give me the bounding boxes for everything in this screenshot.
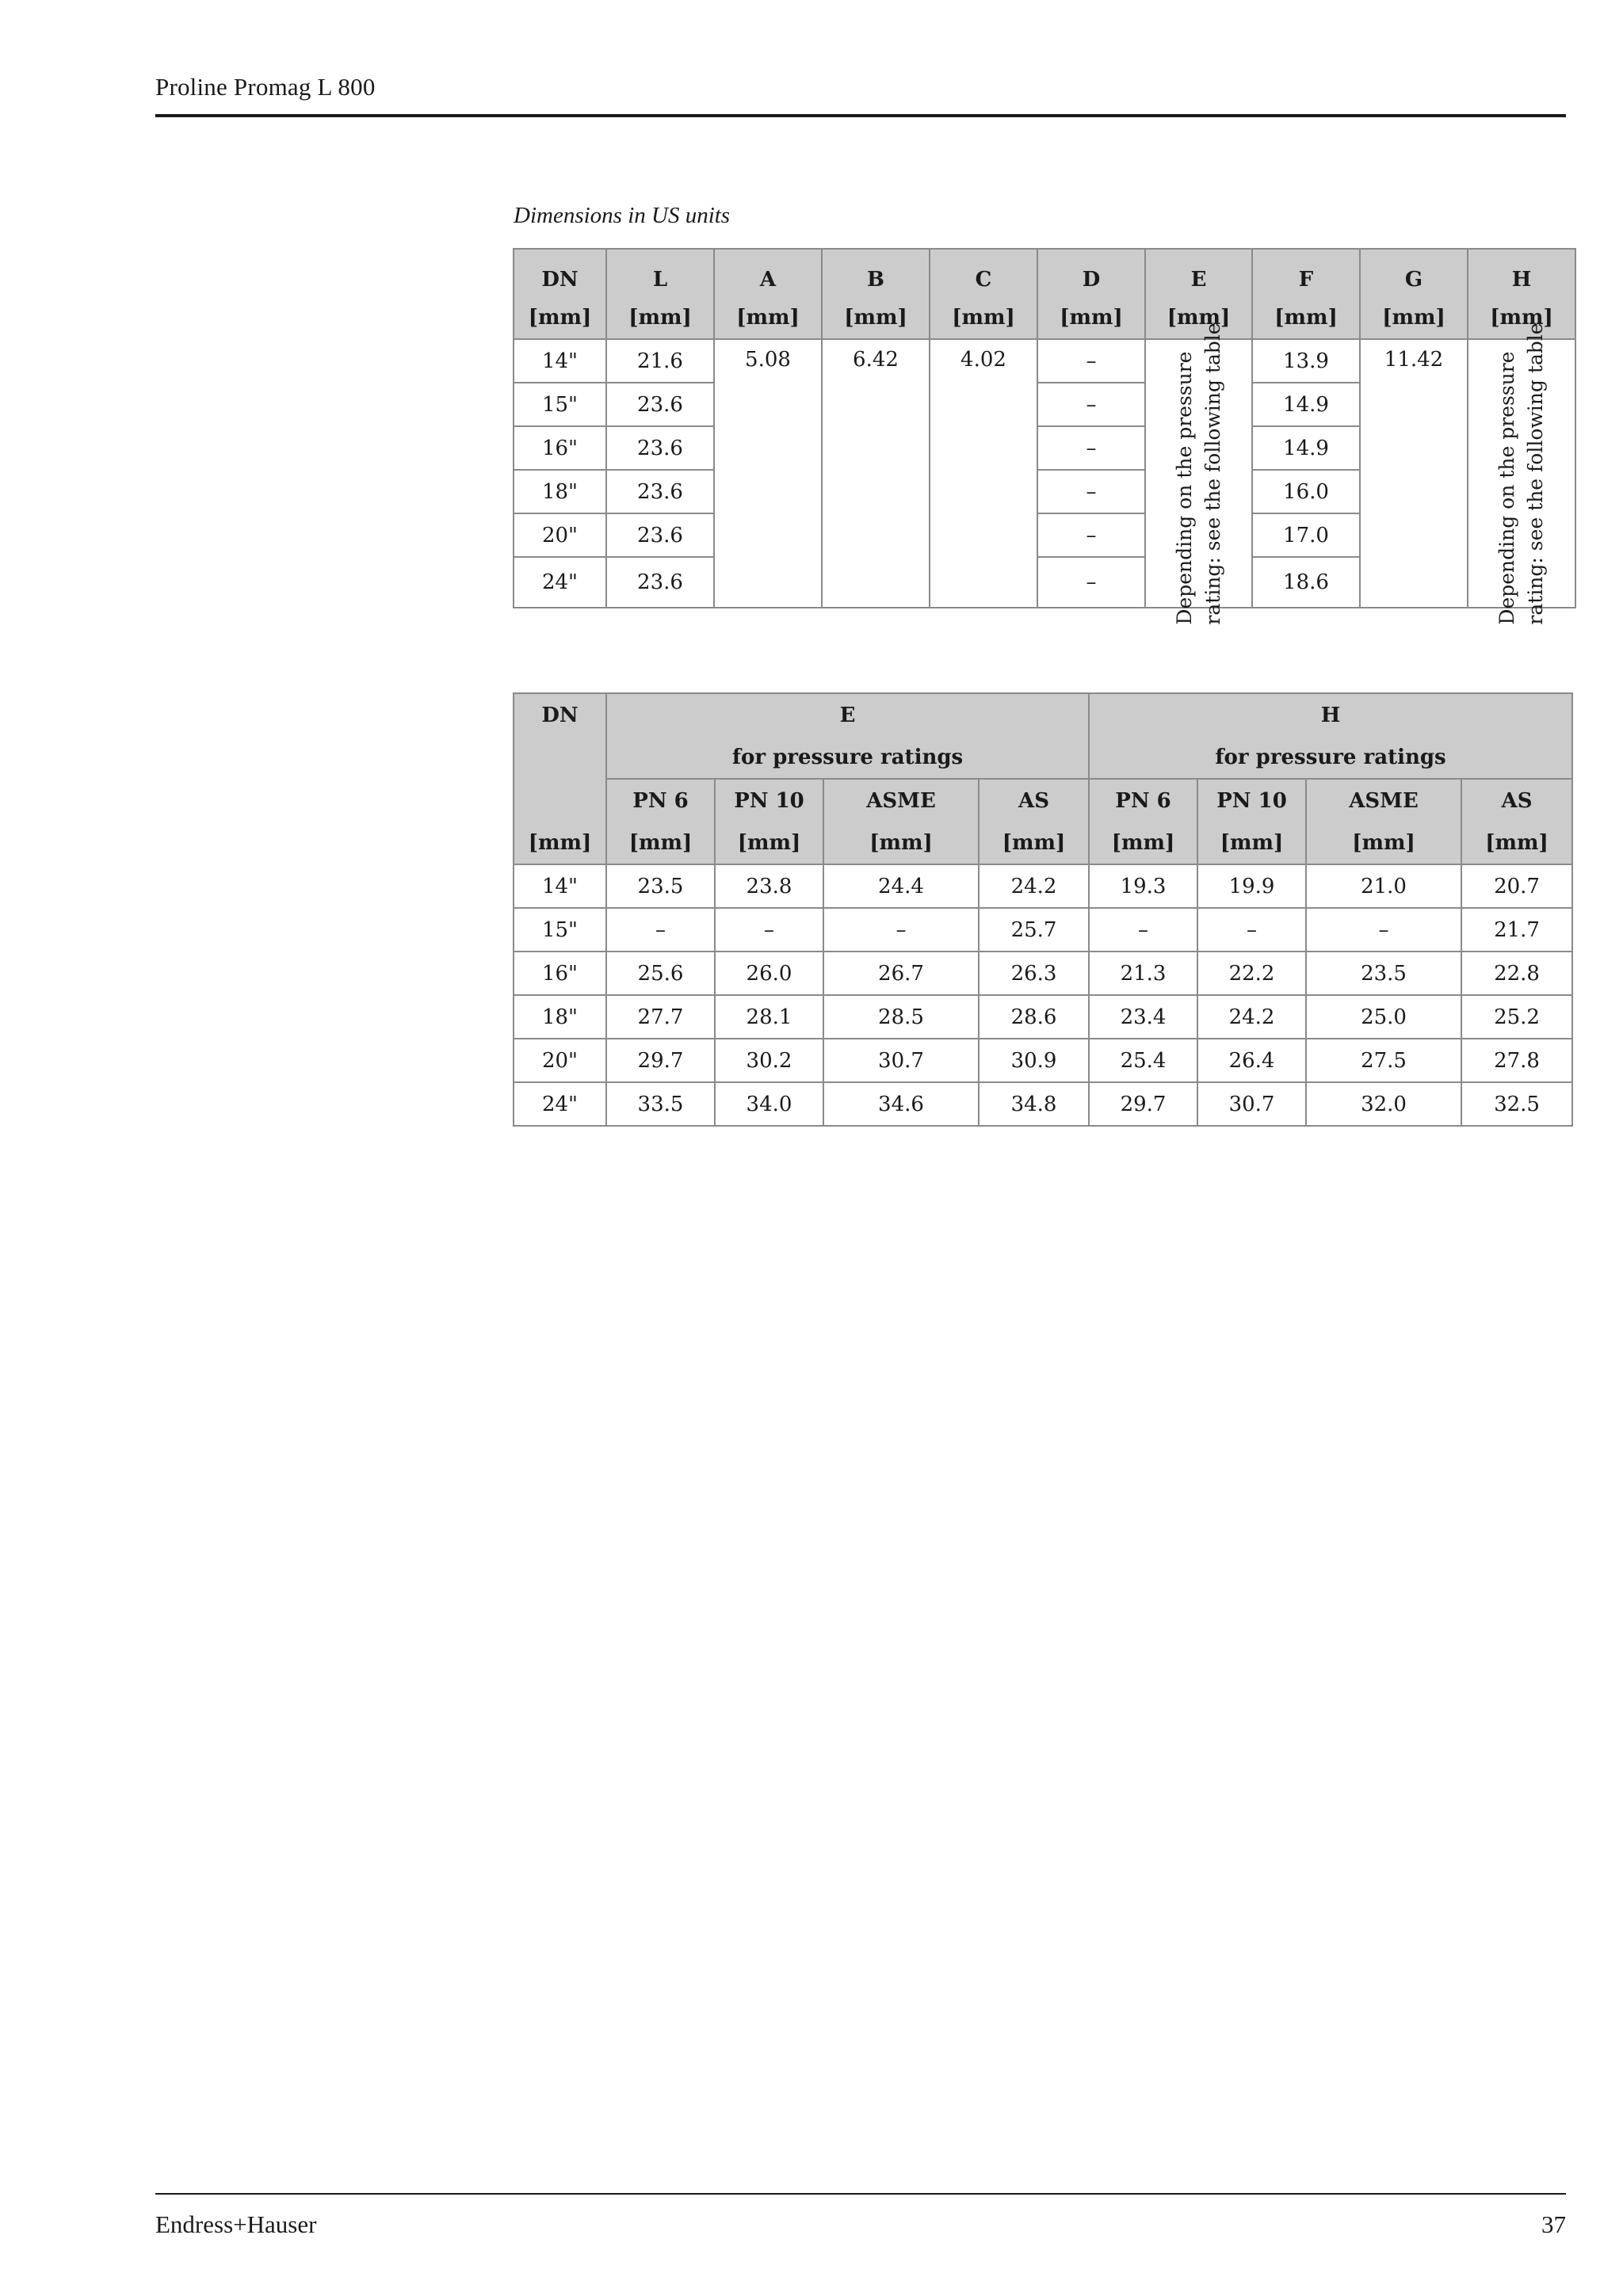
cell-l: 23.6	[606, 557, 714, 608]
dimensions-table	[513, 248, 1576, 625]
unit-l: [mm]	[606, 296, 714, 339]
ratings-label-e: for pressure ratings	[606, 736, 1089, 779]
pressure-ratings-table	[513, 692, 1573, 1127]
unit-cell: [mm]	[606, 822, 715, 864]
cell-dn: 15"	[514, 908, 606, 952]
table-row	[514, 995, 1572, 1039]
pressure-note-line1: Depending on the pressure	[1172, 351, 1196, 625]
cell-dn: 24"	[514, 1082, 606, 1126]
cell-value: 26.3	[979, 952, 1089, 995]
cell-value: 28.1	[715, 995, 823, 1039]
unit-c: [mm]	[930, 296, 1037, 339]
col-header-dn: DN	[514, 249, 606, 296]
cell-value: 25.0	[1306, 995, 1461, 1039]
cell-value: 23.5	[1306, 952, 1461, 995]
cell-d: –	[1037, 557, 1145, 608]
table-row	[514, 864, 1572, 908]
subheader-h-as: AS	[1461, 779, 1572, 822]
cell-value: 25.4	[1089, 1039, 1197, 1082]
unit-e: [mm]	[1145, 296, 1252, 339]
cell-dn: 20"	[514, 1039, 606, 1082]
cell-value: 26.7	[823, 952, 979, 995]
cell-value: 30.7	[1197, 1082, 1306, 1126]
cell-l: 23.6	[606, 383, 714, 426]
col-header-a: A	[714, 249, 822, 296]
unit-d: [mm]	[1037, 296, 1145, 339]
col-group-e: E	[606, 693, 1089, 736]
ratings-label-h: for pressure ratings	[1089, 736, 1572, 779]
cell-value: 27.8	[1461, 1039, 1572, 1082]
col-header-b: B	[822, 249, 930, 296]
subheader-e-pn6: PN 6	[606, 779, 715, 822]
pressure-note-line2: rating: see the following table	[1524, 322, 1547, 625]
table-row	[514, 339, 1575, 383]
cell-dn: 20"	[514, 513, 606, 557]
table-unit-row	[514, 296, 1575, 339]
cell-b-merged: 6.42	[822, 339, 930, 608]
col-group-h: H	[1089, 693, 1572, 736]
table-caption: Dimensions in US units	[514, 203, 731, 228]
cell-dn: 18"	[514, 470, 606, 513]
cell-value: 21.0	[1306, 864, 1461, 908]
cell-value: –	[1089, 908, 1197, 952]
col-header-h: H	[1468, 249, 1575, 296]
cell-value: 28.6	[979, 995, 1089, 1039]
cell-value: 24.2	[979, 864, 1089, 908]
unit-cell: [mm]	[1197, 822, 1306, 864]
unit-b: [mm]	[822, 296, 930, 339]
cell-value: 24.4	[823, 864, 979, 908]
cell-value: 34.6	[823, 1082, 979, 1126]
subheader-h-pn6: PN 6	[1089, 779, 1197, 822]
table-row	[514, 1039, 1572, 1082]
cell-f: 13.9	[1252, 339, 1360, 383]
cell-value: 19.3	[1089, 864, 1197, 908]
cell-g-merged: 11.42	[1360, 339, 1468, 608]
subheader-h-asme: ASME	[1306, 779, 1461, 822]
cell-value: 25.7	[979, 908, 1089, 952]
page-header-title: Proline Promag L 800	[155, 73, 376, 101]
cell-f: 14.9	[1252, 426, 1360, 470]
col-header-l: L	[606, 249, 714, 296]
unit-cell: [mm]	[1306, 822, 1461, 864]
cell-dn: 15"	[514, 383, 606, 426]
table2-unit-row	[514, 822, 1572, 864]
cell-value: 27.5	[1306, 1039, 1461, 1082]
cell-value: 22.8	[1461, 952, 1572, 995]
col-header-f: F	[1252, 249, 1360, 296]
cell-c-merged: 4.02	[930, 339, 1037, 608]
cell-dn: 18"	[514, 995, 606, 1039]
unit-cell: [mm]	[1461, 822, 1572, 864]
cell-a-merged: 5.08	[714, 339, 822, 608]
cell-l: 23.6	[606, 513, 714, 557]
cell-value: 26.4	[1197, 1039, 1306, 1082]
cell-f: 17.0	[1252, 513, 1360, 557]
unit-cell: [mm]	[979, 822, 1089, 864]
page-number: 37	[1541, 2210, 1566, 2238]
table2-subheader-row	[514, 779, 1572, 822]
unit-cell: [mm]	[823, 822, 979, 864]
cell-value: 30.9	[979, 1039, 1089, 1082]
cell-l: 23.6	[606, 426, 714, 470]
cell-value: 32.5	[1461, 1082, 1572, 1126]
subheader-e-asme: ASME	[823, 779, 979, 822]
col-header-e: E	[1145, 249, 1252, 296]
unit-dn: [mm]	[514, 296, 606, 339]
table2-ratings-row	[514, 736, 1572, 779]
cell-value: 26.0	[715, 952, 823, 995]
cell-f: 14.9	[1252, 383, 1360, 426]
cell-value: 30.2	[715, 1039, 823, 1082]
cell-value: 34.8	[979, 1082, 1089, 1126]
unit-cell: [mm]	[715, 822, 823, 864]
cell-value: –	[1306, 908, 1461, 952]
cell-dn: 16"	[514, 426, 606, 470]
cell-dn: 24"	[514, 557, 606, 608]
cell-d: –	[1037, 426, 1145, 470]
cell-value: –	[823, 908, 979, 952]
cell-value: 19.9	[1197, 864, 1306, 908]
cell-d: –	[1037, 470, 1145, 513]
cell-l: 23.6	[606, 470, 714, 513]
cell-value: 21.3	[1089, 952, 1197, 995]
cell-e-merged	[1145, 322, 1252, 625]
cell-value: 22.2	[1197, 952, 1306, 995]
cell-f: 18.6	[1252, 557, 1360, 608]
table-row	[514, 952, 1572, 995]
unit-h: [mm]	[1468, 296, 1575, 339]
cell-value: 23.5	[606, 864, 715, 908]
cell-value: –	[1197, 908, 1306, 952]
col-header-dn: DN	[514, 693, 606, 736]
table-header-row	[514, 249, 1575, 296]
unit-a: [mm]	[714, 296, 822, 339]
table-row	[514, 908, 1572, 952]
col-header-d: D	[1037, 249, 1145, 296]
pressure-note-e	[1170, 322, 1228, 624]
cell-d: –	[1037, 339, 1145, 383]
cell-value: 24.2	[1197, 995, 1306, 1039]
empty-header-cell	[514, 736, 606, 779]
pressure-note-line1: Depending on the pressure	[1495, 351, 1518, 625]
cell-value: 34.0	[715, 1082, 823, 1126]
cell-value: 25.6	[606, 952, 715, 995]
subheader-e-as: AS	[979, 779, 1089, 822]
cell-value: 29.7	[606, 1039, 715, 1082]
cell-value: 33.5	[606, 1082, 715, 1126]
subheader-e-pn10: PN 10	[715, 779, 823, 822]
pressure-note-line2: rating: see the following table	[1201, 322, 1224, 625]
table-row	[514, 1082, 1572, 1126]
cell-h-merged	[1468, 322, 1575, 625]
col-header-c: C	[930, 249, 1037, 296]
table2-group-row	[514, 693, 1572, 736]
cell-value: 23.8	[715, 864, 823, 908]
footer-brand: Endress+Hauser	[155, 2210, 317, 2238]
cell-dn: 16"	[514, 952, 606, 995]
subheader-h-pn10: PN 10	[1197, 779, 1306, 822]
cell-value: 30.7	[823, 1039, 979, 1082]
cell-value: 27.7	[606, 995, 715, 1039]
cell-value: –	[606, 908, 715, 952]
cell-value: 23.4	[1089, 995, 1197, 1039]
col-header-g: G	[1360, 249, 1468, 296]
unit-g: [mm]	[1360, 296, 1468, 339]
footer-rule	[155, 2193, 1566, 2195]
empty-header-cell	[514, 779, 606, 822]
unit-dn: [mm]	[514, 822, 606, 864]
cell-value: 20.7	[1461, 864, 1572, 908]
unit-f: [mm]	[1252, 296, 1360, 339]
cell-d: –	[1037, 383, 1145, 426]
cell-f: 16.0	[1252, 470, 1360, 513]
cell-d: –	[1037, 513, 1145, 557]
cell-value: 25.2	[1461, 995, 1572, 1039]
cell-value: 21.7	[1461, 908, 1572, 952]
cell-dn: 14"	[514, 864, 606, 908]
cell-l: 21.6	[606, 339, 714, 383]
unit-cell: [mm]	[1089, 822, 1197, 864]
cell-dn: 14"	[514, 339, 606, 383]
header-rule	[155, 114, 1566, 117]
cell-value: –	[715, 908, 823, 952]
cell-value: 29.7	[1089, 1082, 1197, 1126]
cell-value: 32.0	[1306, 1082, 1461, 1126]
cell-value: 28.5	[823, 995, 979, 1039]
pressure-note-h	[1493, 322, 1550, 624]
